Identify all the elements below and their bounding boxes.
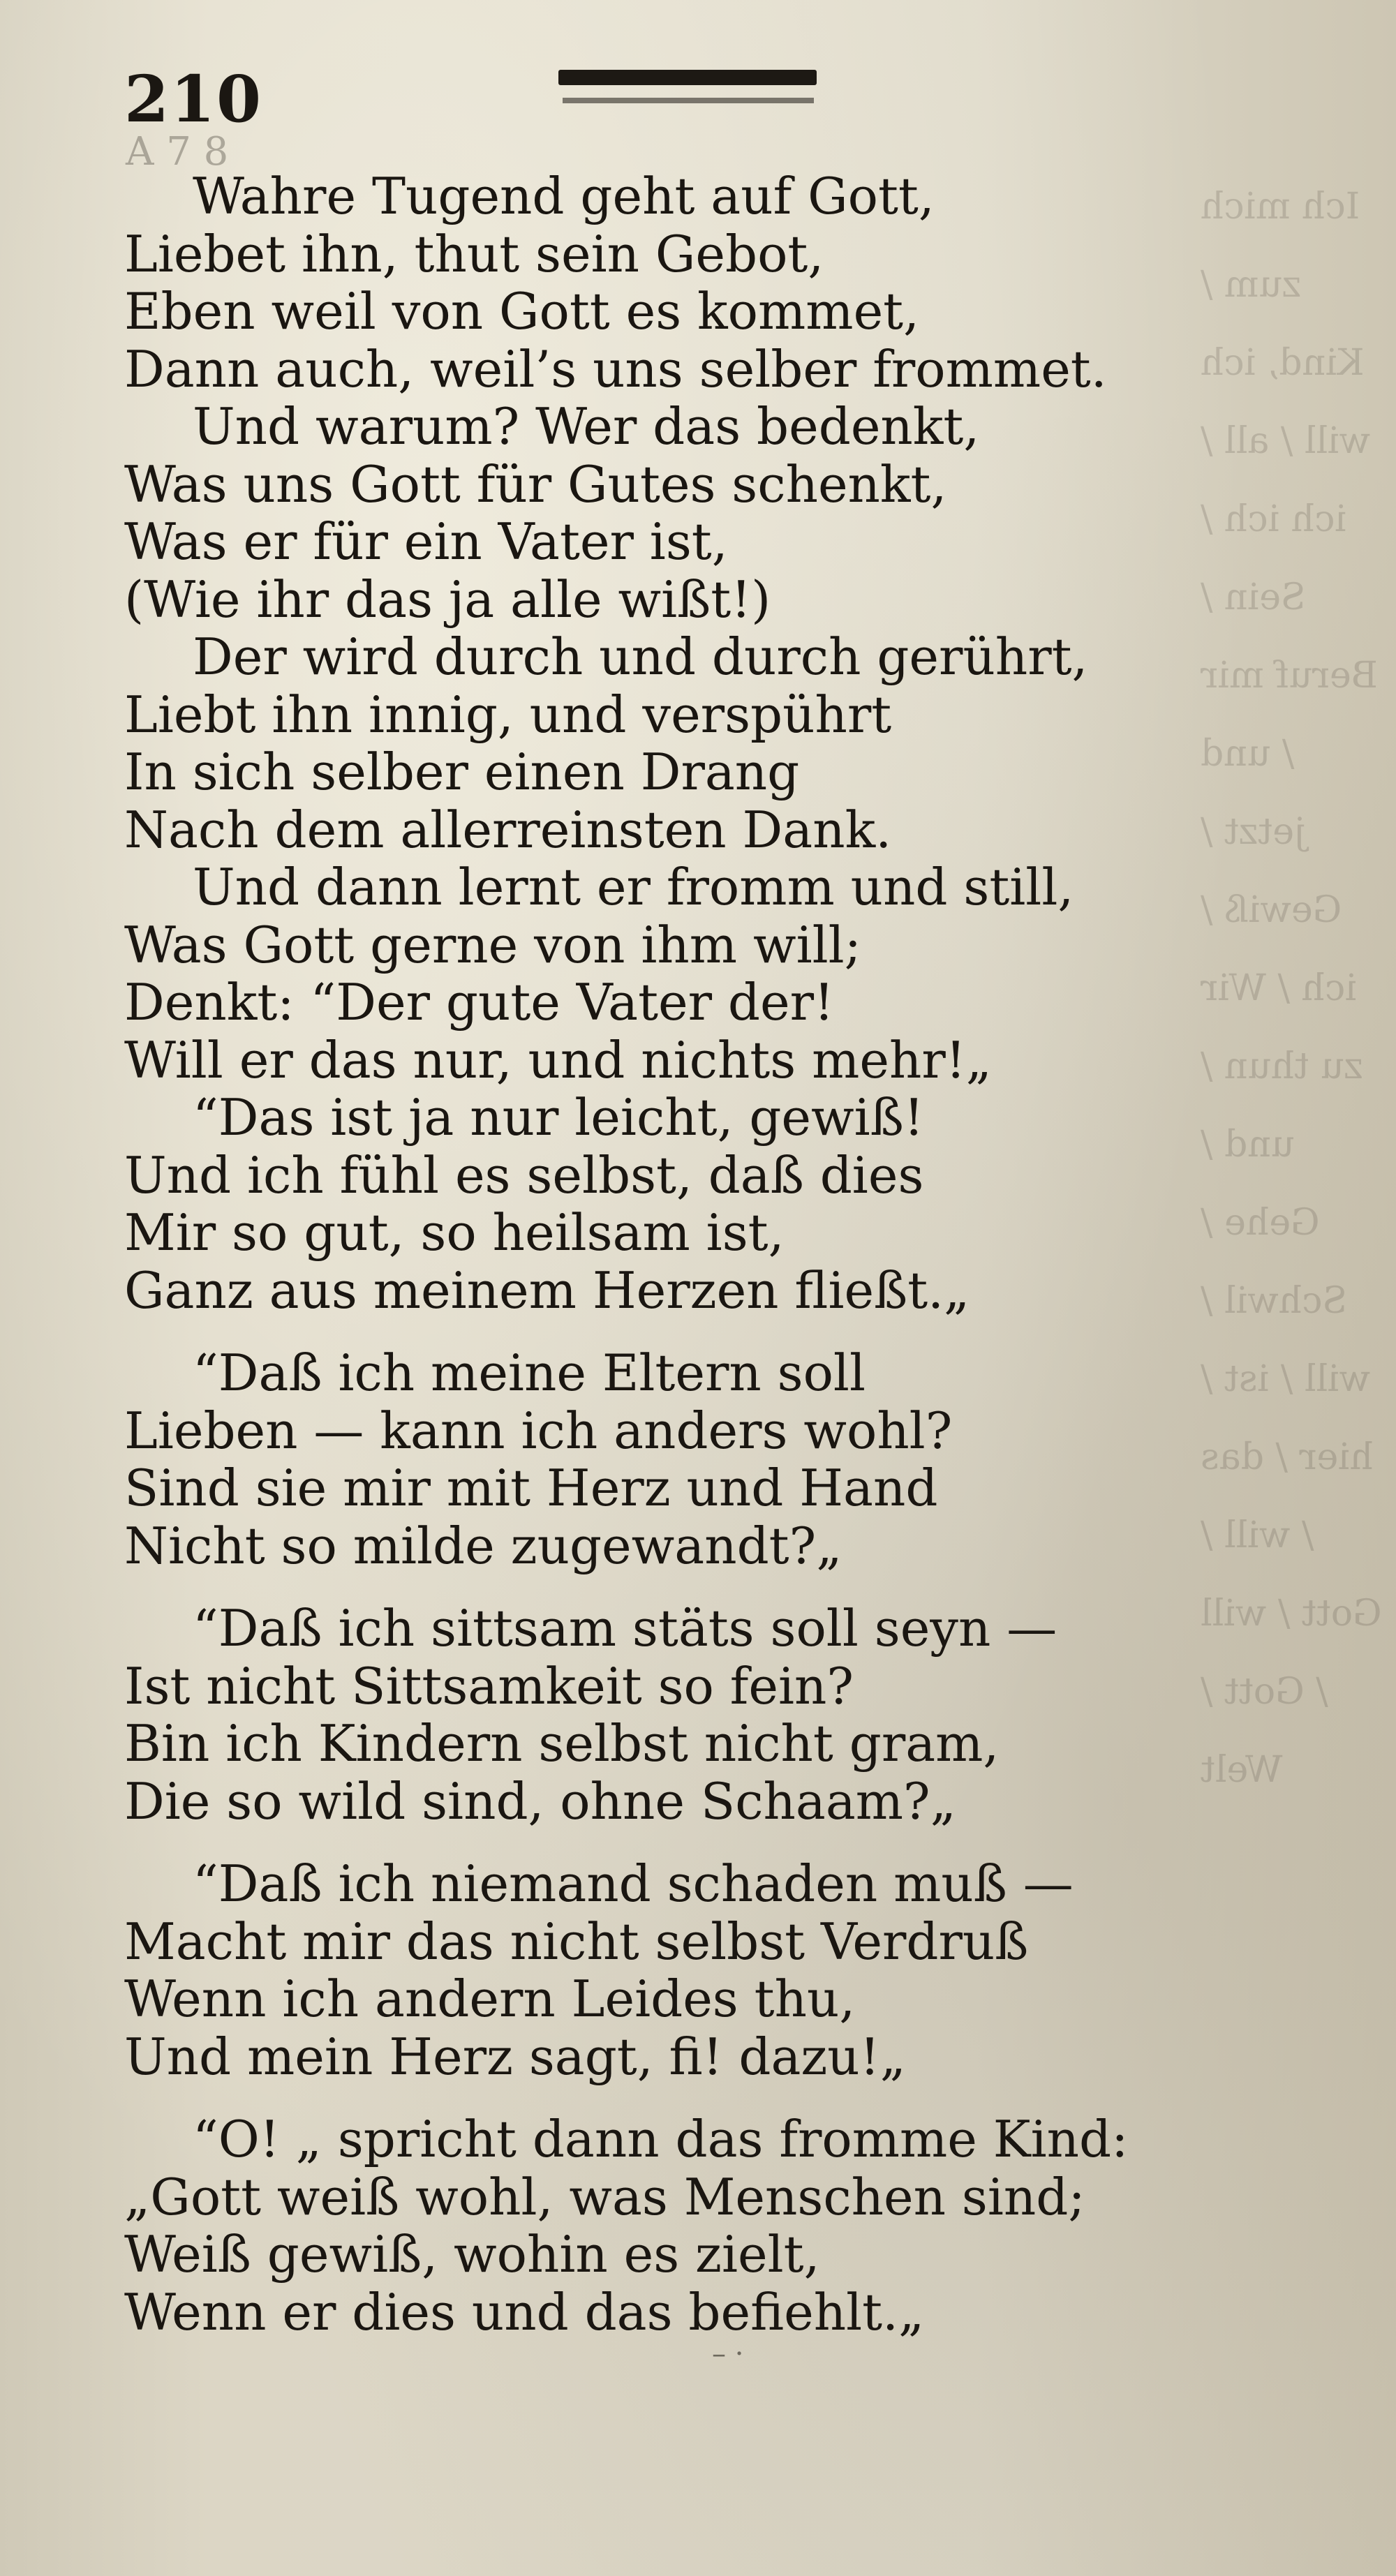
poem-line: Wenn er dies und das befiehlt.„ bbox=[124, 2282, 925, 2342]
poem-line: Eben weil von Gott es kommet, bbox=[124, 282, 919, 341]
poem-line: “Daß ich niemand schaden muß — bbox=[193, 1854, 1074, 1913]
header-rule-shadow bbox=[563, 98, 814, 103]
poem-line: Bin ich Kindern selbst nicht gram, bbox=[124, 1714, 1000, 1773]
poem-line: „Gott weiß wohl, was Menschen sind; bbox=[124, 2167, 1085, 2226]
print-smudge-mark: – · bbox=[712, 2338, 744, 2370]
poem-line: Sind sie mir mit Herz und Hand bbox=[124, 1459, 938, 1517]
poem-line: Die so wild sind, ohne Schaam?„ bbox=[124, 1771, 956, 1831]
poem-line: “O! „ spricht dann das fromme Kind: bbox=[193, 2110, 1129, 2168]
poem-line: Nach dem allerreinsten Dank. bbox=[124, 800, 892, 859]
poem-line: (Wie ihr das ja alle wißt!) bbox=[124, 569, 771, 629]
faint-marginal-mark: A 7 8 bbox=[126, 129, 229, 174]
poem-line: “Daß ich sittsam stäts soll seyn — bbox=[193, 1599, 1057, 1658]
poem-line: Ganz aus meinem Herzen fließt.„ bbox=[124, 1260, 970, 1320]
poem-line: Lieben — kann ich anders wohl? bbox=[124, 1401, 953, 1460]
poem-line: Was uns Gott für Gutes schenkt, bbox=[124, 454, 947, 514]
poem-line: Nicht so milde zugewandt?„ bbox=[124, 1516, 842, 1575]
poem-line: Der wird durch und durch gerührt, bbox=[193, 627, 1088, 686]
poem-line: In sich selber einen Drang bbox=[124, 743, 800, 801]
poem-line: Liebet ihn, thut sein Gebot, bbox=[124, 224, 824, 283]
poem-line: “Daß ich meine Eltern soll bbox=[193, 1343, 866, 1402]
poem-text bbox=[124, 167, 1171, 2341]
poem-line: “Das ist ja nur leicht, gewiß! bbox=[193, 1088, 924, 1147]
poem-line: Liebt ihn innig, und verspührt bbox=[124, 685, 892, 744]
poem-line: Und mein Herz sagt, fi! dazu!„ bbox=[124, 2027, 906, 2086]
poem-line: Mir so gut, so heilsam ist, bbox=[124, 1203, 785, 1262]
poem-line: Denkt: “Der gute Vater der! bbox=[124, 973, 834, 1032]
poem-line: Will er das nur, und nichts mehr!„ bbox=[124, 1030, 992, 1089]
bleed-through-text bbox=[1201, 167, 1382, 2261]
poem-line: Macht mir das nicht selbst Verdruß bbox=[124, 1912, 1029, 1971]
poem-line: Weiß gewiß, wohin es zielt, bbox=[124, 2225, 820, 2284]
poem-line: Was Gott gerne von ihm will; bbox=[124, 915, 861, 974]
poem-line: Dann auch, weil’s uns selber frommet. bbox=[124, 339, 1107, 399]
header-rule bbox=[558, 70, 817, 85]
poem-line: Wahre Tugend geht auf Gott, bbox=[193, 167, 935, 225]
poem-line: Wenn ich andern Leides thu, bbox=[124, 1970, 856, 2028]
poem-line: Was er für ein Vater ist, bbox=[124, 512, 728, 571]
bleed-through-content: Ich mich zum / Kind, ich will / all / ich ich / Sein / Beruf mir / und jetzt / Gewiß / ich / Wir zu thun / und / Gehe / Schwil / will / ist / hier / das / will / Gott / will / Gott / Welt bbox=[1201, 186, 1382, 1791]
page-number: 210 bbox=[124, 61, 263, 137]
poem-line: Und ich fühl es selbst, daß dies bbox=[124, 1145, 924, 1205]
poem-line: Ist nicht Sittsamkeit so fein? bbox=[124, 1656, 854, 1715]
poem-line: Und warum? Wer das bedenkt, bbox=[193, 397, 980, 456]
poem-line: Und dann lernt er fromm und still, bbox=[193, 858, 1074, 916]
